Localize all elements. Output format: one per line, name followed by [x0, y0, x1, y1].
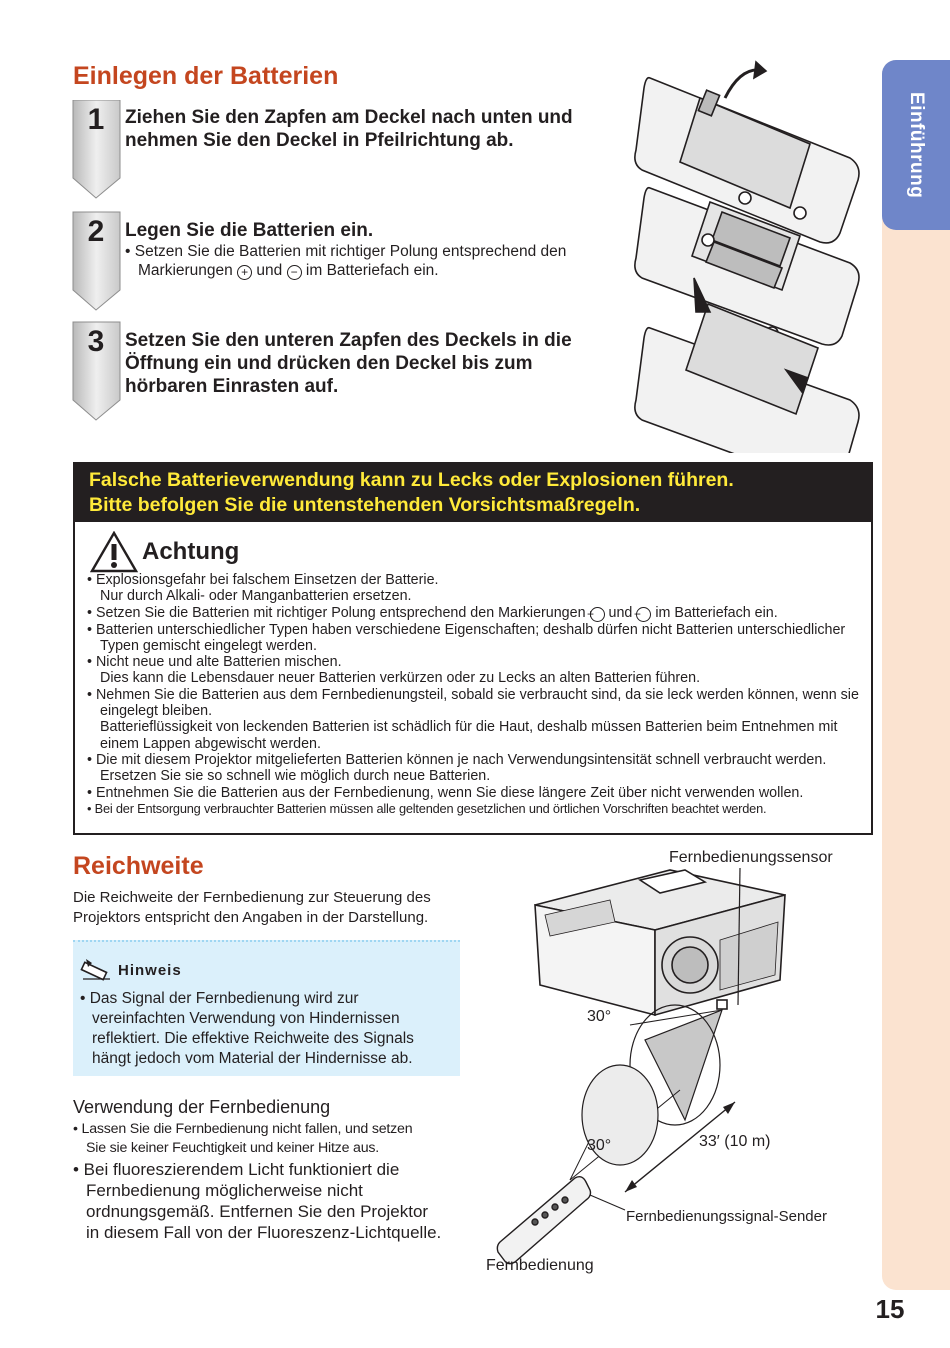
- caution-item-cont: Dies kann die Lebensdauer neuer Batterien verkürzen oder zu Lecks an alten Batterien führen.: [100, 670, 701, 687]
- remote-control-illustration: [497, 1177, 590, 1264]
- side-margin-band: [882, 60, 950, 1290]
- angle-top-label: 30°: [587, 1008, 612, 1025]
- caution-item: • Bei der Entsorgung verbrauchter Batterien müssen alle geltenden gesetzlichen und örtlichen Vorschriften beachtet werden.: [87, 800, 767, 816]
- note-box-border: [73, 940, 460, 948]
- usage-line: ordnungsgemäß. Entfernen Sie den Projektor: [86, 1202, 429, 1221]
- step-2-bullet-line: • Setzen Sie die Batterien mit richtiger Polung entsprechend den: [125, 243, 567, 260]
- usage-line: Fernbedienung möglicherweise nicht: [86, 1181, 363, 1200]
- plus-symbol-icon: +: [590, 607, 605, 622]
- usage-title: Verwendung der Fernbedienung: [73, 1097, 331, 1117]
- chapter-tab-label: Einführung: [906, 91, 927, 199]
- caution-item-end: im Batteriefach ein.: [655, 604, 778, 621]
- caution-list: [87, 572, 867, 817]
- emitter-label: Fernbedienungssignal-Sender: [626, 1208, 827, 1225]
- step-2-bullet-markers: Markierungen: [138, 262, 233, 279]
- step-3-line: Öffnung ein und drücken den Deckel bis zum: [125, 353, 533, 374]
- caution-item: • Die mit diesem Projektor mitgelieferten Batterien können je nach Verwendungsintensität schnell verbraucht werden. Ersetzen Sie sie so schnell wie möglich durch neue Batterien.: [87, 751, 827, 785]
- caution-item-and: und: [608, 604, 633, 621]
- usage-line: • Bei fluoreszierendem Licht funktioniert die: [73, 1160, 400, 1179]
- step-1-line: nehmen Sie den Deckel in Pfeilrichtung ab.: [125, 130, 514, 151]
- caution-item: • Nicht neue und alte Batterien mischen.: [87, 654, 342, 671]
- usage-item-2: [73, 1159, 441, 1243]
- step-2-bullet-end: im Batteriefach ein.: [305, 262, 439, 279]
- usage-line: • Lassen Sie die Fernbedienung nicht fallen, und setzen: [73, 1121, 413, 1137]
- caution-item-cont: Batterieflüssigkeit von leckenden Batterien ist schädlich für die Haut, deshalb müssen Batterien beim Entnehmen mit einem Lappen abgewischt werden.: [100, 719, 838, 752]
- warning-line-1: Falsche Batterieverwendung kann zu Lecks oder Explosionen führen.: [89, 469, 734, 491]
- distance-label: 33′ (10 m): [699, 1133, 771, 1150]
- note-text: [80, 989, 414, 1069]
- step-1-number: 1: [87, 103, 105, 136]
- step-3-line: Setzen Sie den unteren Zapfen des Deckels in die: [125, 330, 572, 351]
- usage-line: in diesem Fall von der Fluoreszenz-Lichtquelle.: [86, 1223, 442, 1242]
- note-line: • Das Signal der Fernbedienung wird zur: [80, 990, 359, 1007]
- caution-title: Achtung: [142, 538, 240, 565]
- chapter-tab-label-wrap: [882, 60, 950, 230]
- caution-item: • Nehmen Sie die Batterien aus dem Fernbedienungsteil, sobald sie verbraucht sind, da sie leck werden können, wenn sie eingelegt bleiben.: [87, 686, 859, 720]
- step-3-line: hörbaren Einrasten auf.: [125, 376, 339, 397]
- note-line: hängt jedoch vom Material der Hindernisse ab.: [92, 1050, 413, 1067]
- step-markers: [72, 100, 122, 430]
- batteries-title: Einlegen der Batterien: [73, 62, 339, 90]
- caution-item-cont: Nur durch Alkali- oder Manganbatterien ersetzen.: [100, 588, 412, 605]
- step-2-heading: Legen Sie die Batterien ein.: [125, 220, 374, 241]
- page-number: 15: [875, 1294, 905, 1324]
- distance-arrow-icon: [625, 1180, 637, 1192]
- range-title: Reichweite: [73, 852, 204, 880]
- remote-label: Fernbedienung: [486, 1257, 594, 1274]
- step-2-bullet: [125, 242, 566, 280]
- angle-bottom-label: 30°: [587, 1137, 612, 1154]
- step-1-line: Ziehen Sie den Zapfen am Deckel nach unten und: [125, 107, 573, 128]
- warning-line-2: Bitte befolgen Sie die untenstehenden Vorsichtsmaßregeln.: [89, 494, 641, 516]
- caution-item: • Batterien unterschiedlicher Typen haben verschiedene Eigenschaften; deshalb dürfen nicht Batterien unterschiedlicher Typen gemischt eingelegt werden.: [87, 621, 846, 654]
- warning-triangle-icon: [90, 531, 138, 573]
- step-3-number: 3: [87, 325, 105, 358]
- range-intro-line: Die Reichweite der Fernbedienung zur Steuerung des: [73, 889, 431, 906]
- usage-item-1: [73, 1120, 412, 1158]
- step-2-number: 2: [87, 215, 105, 248]
- note-line: vereinfachten Verwendung von Hindernissen: [92, 1010, 400, 1027]
- plus-symbol-icon: +: [237, 265, 252, 280]
- minus-symbol-icon: −: [287, 265, 302, 280]
- caution-item-text: • Setzen Sie die Batterien mit richtiger Polung entsprechend den Markierungen: [87, 604, 586, 621]
- caution-item: • Entnehmen Sie die Batterien aus der Fernbedienung, wenn Sie diese längere Zeit über nicht verwenden wollen.: [87, 784, 804, 801]
- range-intro-line: Projektors entspricht den Angaben in der Darstellung.: [73, 909, 429, 926]
- minus-symbol-icon: −: [636, 607, 651, 622]
- step-3-text: [125, 329, 572, 398]
- pencil-note-icon: [80, 955, 114, 983]
- range-intro: [73, 888, 431, 928]
- step-2-bullet-and: und: [256, 262, 283, 279]
- usage-line: Sie sie keiner Feuchtigkeit und keiner Hitze aus.: [86, 1140, 380, 1156]
- step-1-text: [125, 106, 573, 152]
- emitter-leader-line: [590, 1195, 625, 1210]
- sensor-label: Fernbedienungssensor: [669, 849, 833, 866]
- projector-illustration: [535, 870, 785, 1015]
- distance-arrow-icon: [723, 1102, 735, 1114]
- caution-item: • Explosionsgefahr bei falschem Einsetzen der Batterie.: [87, 572, 439, 588]
- note-title: Hinweis: [118, 962, 182, 979]
- battery-insertion-illustrations: [630, 58, 875, 453]
- caution-item: [87, 605, 867, 622]
- note-line: reflektiert. Die effektive Reichweite des Signals: [92, 1030, 414, 1047]
